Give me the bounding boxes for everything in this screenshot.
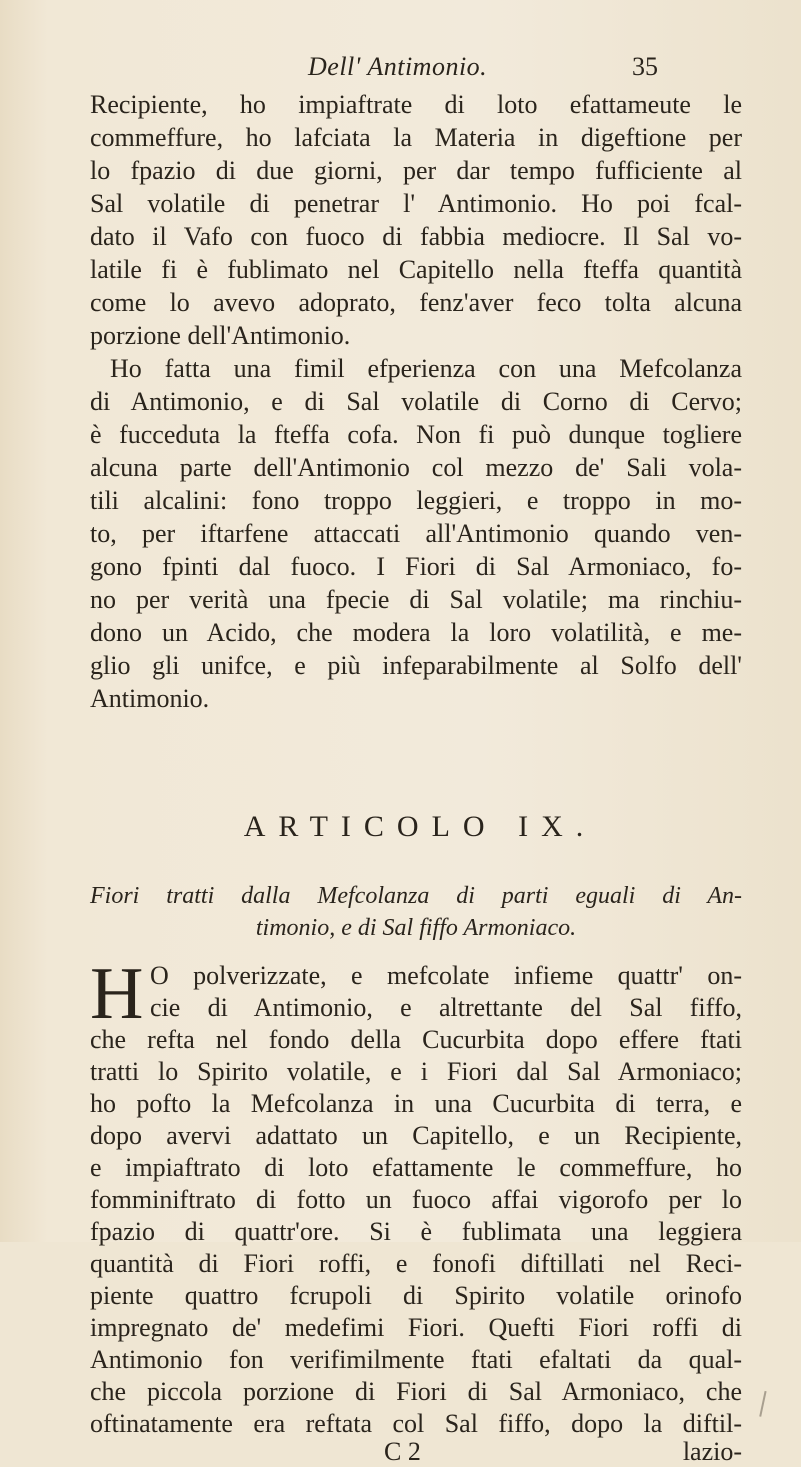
drop-cap: H	[90, 953, 144, 1035]
text-line: dono un Acido, che modera la loro volatilità, e me-	[90, 618, 742, 647]
text-line: tili alcalini: fono troppo leggieri, e troppo in mo-	[90, 486, 742, 515]
running-title: Dell' Antimonio.	[308, 52, 488, 81]
text-line: fomminiftrato di fotto un fuoco affai vigorofo per lo	[90, 1185, 742, 1214]
subtitle-line: Fiori tratti dalla Mefcolanza di parti eguali di An-	[90, 883, 742, 909]
text-line: Sal volatile di penetrar l' Antimonio. Ho poi fcal-	[90, 189, 742, 218]
text-line: alcuna parte dell'Antimonio col mezzo de' Sali vola-	[90, 453, 742, 482]
text-line: piente quattro fcrupoli di Spirito volatile orinofo	[90, 1281, 742, 1310]
catchword: lazio-	[682, 1437, 742, 1466]
text-line: che refta nel fondo della Cucurbita dopo effere ftati	[90, 1025, 742, 1054]
text-line: ho pofto la Mefcolanza in una Cucurbita di terra, e	[90, 1089, 742, 1118]
text-line: come lo avevo adoprato, fenz'aver feco tolta alcuna	[90, 288, 742, 317]
signature-mark: C 2	[384, 1437, 421, 1466]
article-subtitle	[90, 880, 742, 944]
page-footer	[90, 1437, 742, 1467]
ink-mark	[751, 1389, 766, 1417]
text-line: di Antimonio, e di Sal volatile di Corno di Cervo;	[90, 387, 742, 416]
text-line: tratti lo Spirito volatile, e i Fiori dal Sal Armoniaco;	[90, 1057, 742, 1086]
text-line: to, per iftarfene attaccati all'Antimonio quando ven-	[90, 519, 742, 548]
text-line: dopo avervi adattato un Capitello, e un Recipiente,	[90, 1121, 742, 1150]
text-line: quantità di Fiori roffi, e fonofi diftillati nel Reci-	[90, 1249, 742, 1278]
article-body	[90, 953, 742, 1440]
page-header	[0, 50, 801, 86]
text-line: Antimonio fon verifimilmente ftati efaltati da qual-	[90, 1345, 742, 1374]
article-heading: ARTICOLO IX.	[243, 810, 597, 843]
paragraph-1	[90, 88, 742, 352]
body-text	[90, 88, 742, 715]
text-line: dato il Vafo con fuoco di fabbia mediocre. Il Sal vo-	[90, 222, 742, 251]
text-line: gono fpinti dal fuoco. I Fiori di Sal Armoniaco, fo-	[90, 552, 742, 581]
text-line: Antimonio.	[90, 684, 210, 713]
subtitle-line: timonio, e di Sal fiffo Armoniaco.	[255, 915, 577, 941]
text-line: oftinatamente era reftata col Sal fiffo, dopo la diftil-	[90, 1409, 742, 1438]
page-number: 35	[632, 52, 658, 81]
text-line: è fucceduta la fteffa cofa. Non fi può dunque togliere	[90, 420, 742, 449]
text-line: e impiaftrato di loto efattamente le commeffure, ho	[90, 1153, 742, 1182]
text-line: fpazio di quattr'ore. Si è fublimata una leggiera	[90, 1217, 742, 1246]
text-line: che piccola porzione di Fiori di Sal Armoniaco, che	[90, 1377, 742, 1406]
text-line: no per verità una fpecie di Sal volatile; ma rinchiu-	[90, 585, 742, 614]
paragraph-2	[90, 352, 742, 715]
text-line: Ho fatta una fimil efperienza con una Mefcolanza	[110, 354, 742, 383]
text-line: porzione dell'Antimonio.	[90, 321, 351, 350]
text-line: cie di Antimonio, e altrettante del Sal fiffo,	[150, 993, 742, 1022]
text-line: commeffure, ho lafciata la Materia in digeftione per	[90, 123, 742, 152]
text-line: lo fpazio di due giorni, per dar tempo fufficiente al	[90, 156, 742, 185]
text-line: glio gli unifce, e più infeparabilmente al Solfo dell'	[90, 651, 742, 680]
text-line: latile fi è fublimato nel Capitello nella fteffa quantità	[90, 255, 742, 284]
text-line: O polverizzate, e mefcolate infieme quattr' on-	[150, 961, 742, 990]
text-line: Recipiente, ho impiaftrate di loto efattameute le	[90, 90, 742, 119]
text-line: impregnato de' medefimi Fiori. Quefti Fiori roffi di	[90, 1313, 742, 1342]
